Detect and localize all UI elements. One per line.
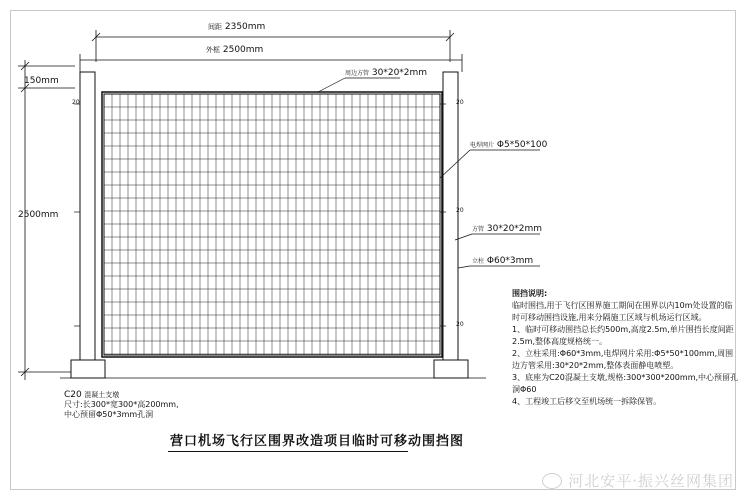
callout-mesh: 电焊网片 Φ5*50*100 <box>470 140 548 150</box>
mesh-panel <box>102 92 442 357</box>
post-spacing-label: 间距 2350mm <box>208 22 266 32</box>
panel-overall-label: 外框 2500mm <box>206 45 264 55</box>
notes-title: 围挡说明: <box>512 289 548 298</box>
callout-post: 立柱 Φ60*3mm <box>472 256 534 266</box>
fence-height-label: 2500mm <box>18 210 59 220</box>
post-tick-4: 20 <box>72 99 80 106</box>
dimension-fence-height <box>18 60 75 380</box>
notes-item-3: 3、底座为C20混凝土支墩,规格:300*300*200mm,中心预留孔洞Φ60 <box>512 373 739 394</box>
footing-description: C20 混凝土支墩 尺寸:长300*宽300*高200mm, 中心预留Φ50*3mm孔洞 <box>64 390 179 419</box>
weibo-icon <box>542 473 562 489</box>
post-tick-2: 20 <box>456 207 464 214</box>
notes-intro: 临时围挡,用于飞行区围界施工期间在围界以内10m处设置的临时可移动围挡设施,用来分隔施工区域与机场运行区域。 <box>512 301 733 322</box>
watermark: 河北安平·振兴丝网集团 <box>542 470 734 491</box>
base-height-label: 150mm <box>24 76 59 86</box>
callout-top-frame: 周边方管 30*20*2mm <box>345 68 428 78</box>
notes-item-4: 4、工程竣工后移交至机场统一拆除保管。 <box>512 397 662 406</box>
post-tick-3: 20 <box>456 321 464 328</box>
notes-item-1: 1、临时可移动围挡总长约500m,高度2.5m,单片围挡长度间距2.5m,整体高度规格统一。 <box>512 325 734 346</box>
title-underline <box>168 451 408 452</box>
notes-item-2: 2、立柱采用:Φ60*3mm,电焊网片采用:Φ5*50*100mm,周围边方管采用:30*20*2mm,整体表面静电喷塑。 <box>512 349 734 370</box>
left-post <box>71 72 105 378</box>
callout-side-frame: 方管 30*20*2mm <box>472 224 543 234</box>
dimension-post-spacing <box>92 30 454 62</box>
post-tick-1: 20 <box>456 99 464 106</box>
drawing-title: 营口机场飞行区围界改造项目临时可移动围挡图 <box>170 434 465 449</box>
notes-block <box>512 288 740 408</box>
